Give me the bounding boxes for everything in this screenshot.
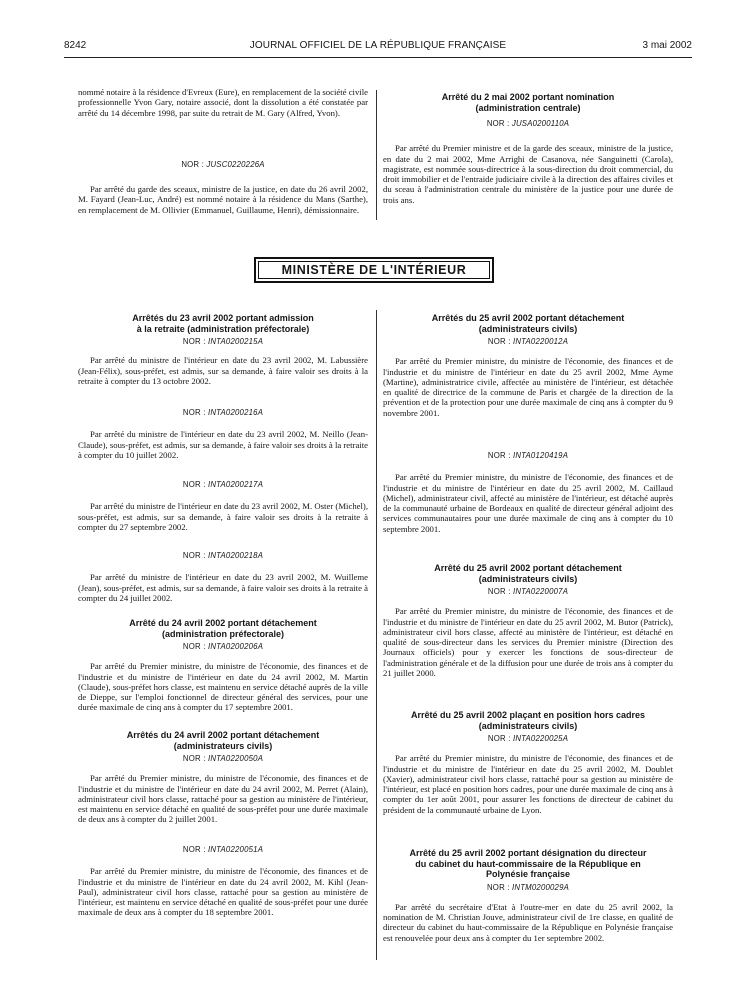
section-heading: Arrêté du 2 mai 2002 portant nomination (administration centrale) bbox=[441, 92, 615, 113]
section-nor bbox=[78, 408, 368, 460]
nor-reference: NOR : INTA0220025A bbox=[487, 734, 569, 743]
nor-reference: NOR : INTA0200217A bbox=[182, 480, 264, 489]
paragraph: Par arrêté du Premier ministre, du ministre de l'économie, des finances et de l'industrie et du ministre de l'intérieur en date du 24 avril 2002, M. Perret (Alain), administrateur civil hors classe, rattaché pour sa gestion au ministère de l'intérieur, est maintenu en service détaché en qualité de sous-préfet pour une durée maximale de deux ans à compter du 2 juillet 2001. bbox=[78, 773, 368, 825]
left-column bbox=[78, 313, 368, 973]
ministry-title: MINISTÈRE DE L'INTÉRIEUR bbox=[258, 261, 490, 279]
nor-reference: NOR : INTA0200216A bbox=[182, 408, 264, 417]
section-heading: Arrêtés du 23 avril 2002 portant admission à la retraite (administration préfectorale) bbox=[132, 313, 314, 334]
section-heading: Arrêté du 25 avril 2002 plaçant en position hors cadres (administrateurs civils) bbox=[410, 710, 646, 731]
nor-reference: NOR : INTA0220050A bbox=[182, 754, 264, 763]
paragraph: Par arrêté du Premier ministre, du ministre de l'économie, des finances et de l'industrie et du ministre de l'intérieur en date du 25 avril 2002, M. Caillaud (Michel), administrateur civil, affecté au ministère de l'intérieur, est détaché auprès de la communauté urbaine de Bordeaux en qualité de directeur général adjoint des services communautaires pour une durée maximale de cinq ans à compter du 10 septembre 2001. bbox=[383, 472, 673, 534]
top-left-column bbox=[78, 87, 368, 215]
section-detachement-prefectoral bbox=[78, 618, 368, 713]
paragraph: Par arrêté du Premier ministre, du ministre de l'économie, des finances et de l'industrie et du ministre de l'intérieur en date du 25 avril 2002, M. Doublet (Xavier), administrateur civil hors classe, rattaché pour sa gestion au ministère de l'intérieur, est placé en position hors cadres, pour une durée maximale de cinq ans à compter du 1er août 2001, pour assurer les fonctions de directeur de cabinet du président de la communauté urbaine de Lyon. bbox=[383, 753, 673, 815]
section-nor bbox=[78, 551, 368, 603]
section-hors-cadres bbox=[383, 710, 673, 815]
issue-date: 3 mai 2002 bbox=[642, 40, 692, 51]
paragraph: Par arrêté du Premier ministre, du ministre de l'économie, des finances et de l'industrie et du ministre de l'intérieur en date du 25 avril 2002, Mme Ayme (Martine), administratrice civile, affectée au ministère de l'intérieur, est détachée en qualité de directrice de la commune de Paris et chargée de la direction de la prévention et de la protection pour une durée maximale de cinq ans à compter du 9 novembre 2001. bbox=[383, 356, 673, 418]
section-heading: Arrêté du 25 avril 2002 portant détachement (administrateurs civils) bbox=[434, 563, 622, 584]
page-number: 8242 bbox=[64, 40, 87, 51]
nor-reference: NOR : JUSC0220226A bbox=[181, 159, 265, 169]
nor-reference: NOR : INTM0200029A bbox=[486, 882, 570, 892]
section-designation-directeur bbox=[383, 848, 673, 943]
section-nor bbox=[78, 480, 368, 532]
nor-reference: NOR : INTA0220012A bbox=[487, 337, 569, 346]
paragraph: Par arrêté du ministre de l'intérieur en date du 23 avril 2002, M. Neillo (Jean-Claude), sous-préfet, est admis, sur sa demande, à faire valoir ses droits à la retraite à compter du 10 juillet 2002. bbox=[78, 429, 368, 460]
paragraph: Par arrêté du garde des sceaux, ministre de la justice, en date du 26 avril 2002, M. Fayard (Jean-Luc, André) est nommé notaire à la résidence du Mans (Sarthe), en remplacement de M. Ollivier (Emmanuel, Guillaume, Henri), démissionnaire. bbox=[78, 184, 368, 215]
paragraph: Par arrêté du secrétaire d'Etat à l'outre-mer en date du 25 avril 2002, la nomination de M. Christian Jouve, administrateur civil de 1re classe, en qualité de directeur du cabinet du haut-commissaire de la République en Polynésie française est renouvelée pour deux ans à compter du 1er septembre 2002. bbox=[383, 901, 673, 943]
paragraph: Par arrêté du ministre de l'intérieur en date du 23 avril 2002, M. Labussière (Jean-Félix), sous-préfet, est admis, sur sa demande, à faire valoir ses droits à la retraite à compter du 13 octobre 2002. bbox=[78, 355, 368, 386]
section-heading: Arrêtés du 24 avril 2002 portant détachement (administrateurs civils) bbox=[126, 730, 320, 751]
paragraph: Par arrêté du ministre de l'intérieur en date du 23 avril 2002, M. Oster (Michel), sous-préfet, est admis, sur sa demande, à faire valoir ses droits à la retraite à compter du 27 septembre 2002. bbox=[78, 501, 368, 532]
section-admission-retraite bbox=[78, 313, 368, 386]
section-detachement-administrateurs bbox=[383, 563, 673, 678]
paragraph: nommé notaire à la résidence d'Evreux (Eure), en remplacement de la société civile professionnelle Yvon Gary, notaire associé, dont la dissolution a été constatée par arrêté du 14 décembre 1998, par suite du retrait de M. Gary (Alfred, Yvon). bbox=[78, 87, 368, 118]
paragraph: Par arrêté du Premier ministre et de la garde des sceaux, ministre de la justice, en date du 2 mai 2002, Mme Arrighi de Casanova, née Sanguinetti (Carola), magistrate, est nommée sous-directrice à la sous-direction du droit commercial, du droit immobilier et de l'entraide judiciaire civile à la direction des affaires civiles et du sceau à l'administration centrale du ministère de la justice pour une durée de trois ans. bbox=[383, 143, 673, 205]
section-heading: Arrêtés du 25 avril 2002 portant détachement (administrateurs civils) bbox=[431, 313, 625, 334]
nor-reference: NOR : INTA0200218A bbox=[182, 551, 264, 560]
ministry-banner bbox=[254, 257, 494, 283]
section-nor bbox=[78, 845, 368, 918]
paragraph: Par arrêté du Premier ministre, du ministre de l'économie, des finances et de l'industrie et du ministre de l'intérieur en date du 25 avril 2002, M. Butor (Patrick), administrateur civil hors classe, affecté au ministère de l'intérieur, est détaché en qualité de sous-directeur dans les services du Premier ministre (Direction des Journaux officiels) pour y exercer les fonctions de sous-directeur de l'administration générale et de la diffusion pour une durée de trois ans à compter du 21 juillet 2000. bbox=[383, 606, 673, 679]
column-divider bbox=[376, 90, 377, 220]
paragraph: Par arrêté du ministre de l'intérieur en date du 23 avril 2002, M. Wuilleme (Jean), sous-préfet, est admis, sur sa demande, à faire valoir ses droits à la retraite à compter du 24 juillet 2002. bbox=[78, 572, 368, 603]
section-nor bbox=[383, 451, 673, 534]
nor-reference: NOR : INTA0200206A bbox=[182, 642, 264, 651]
section-heading: Arrêté du 25 avril 2002 portant désignation du directeur du cabinet du haut-commissaire de la République en Polynésie française bbox=[409, 848, 647, 879]
nor-reference: NOR : INTA0220007A bbox=[487, 587, 569, 596]
section-detachement-administrateurs bbox=[383, 313, 673, 418]
nor-reference: NOR : INTA0200215A bbox=[182, 337, 264, 346]
header-rule bbox=[64, 57, 692, 58]
section-detachement-administrateurs bbox=[78, 730, 368, 825]
section-heading: Arrêté du 24 avril 2002 portant détachement (administration préfectorale) bbox=[129, 618, 317, 639]
paragraph: Par arrêté du Premier ministre, du ministre de l'économie, des finances et de l'industrie et du ministre de l'intérieur en date du 24 avril 2002, M. Martin (Claude), sous-préfet hors classe, est maintenu en service détaché auprès de la ville de Dieppe, sur l'emploi fonctionnel de directeur général des services, pour une durée maximale de cinq ans à compter du 17 septembre 2001. bbox=[78, 661, 368, 713]
journal-title: JOURNAL OFFICIEL DE LA RÉPUBLIQUE FRANÇAISE bbox=[249, 40, 507, 51]
column-divider bbox=[376, 310, 377, 960]
nor-reference: NOR : INTA0120419A bbox=[487, 451, 569, 460]
right-column bbox=[383, 313, 673, 973]
nor-reference: NOR : JUSA0200110A bbox=[486, 119, 570, 128]
running-header bbox=[64, 40, 692, 56]
nor-reference: NOR : INTA0220051A bbox=[182, 845, 264, 854]
paragraph: Par arrêté du Premier ministre, du ministre de l'économie, des finances et de l'industrie et du ministre de l'intérieur en date du 24 avril 2002, M. Kihl (Jean-Paul), administrateur civil hors classe, rattaché pour sa gestion au ministère de l'intérieur, est maintenu en service détaché en qualité de sous-préfet pour une durée maximale de deux ans à compter du 18 septembre 2001. bbox=[78, 866, 368, 918]
top-right-column bbox=[383, 92, 673, 205]
